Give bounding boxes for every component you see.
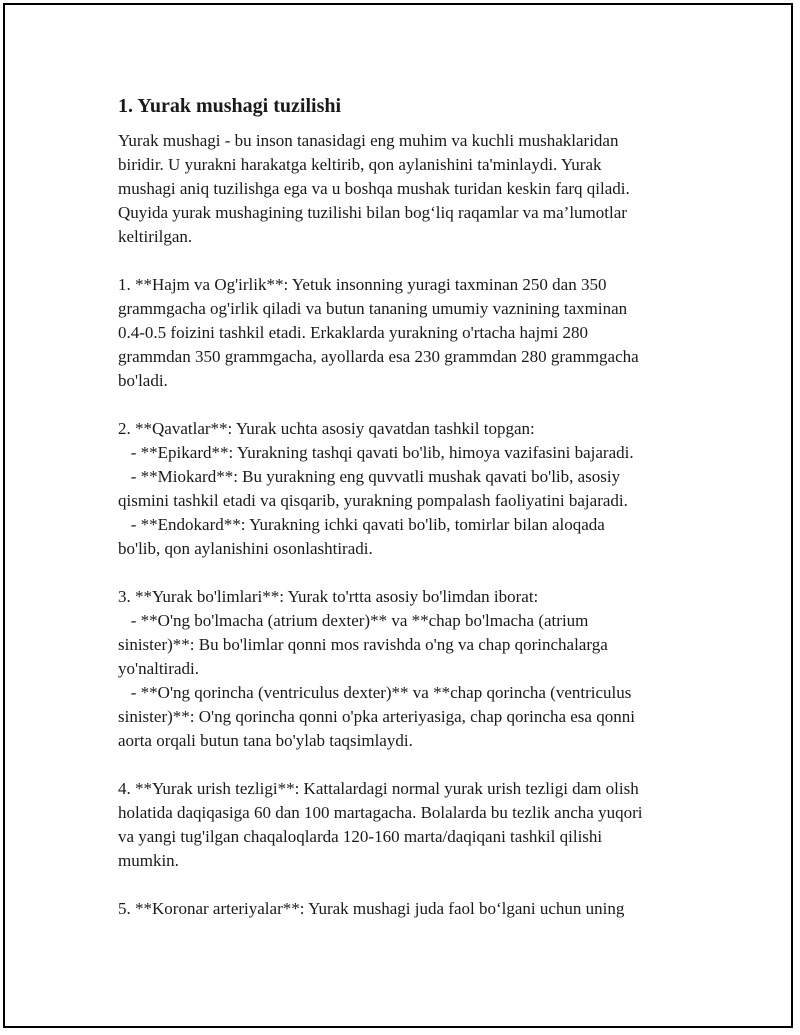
text-line: bo'ladi. bbox=[118, 371, 168, 390]
text-line: - **O'ng bo'lmacha (atrium dexter)** va **chap bo'lmacha (atrium bbox=[118, 611, 589, 630]
page-title: 1. Yurak mushagi tuzilishi bbox=[118, 95, 342, 117]
document-body bbox=[118, 93, 698, 921]
text-line: Yurak mushagi - bu inson tanasidagi eng muhim va kuchli mushaklaridan bbox=[118, 131, 619, 150]
intro-paragraph bbox=[118, 129, 698, 249]
text-line: keltirilgan. bbox=[118, 227, 193, 246]
text-line: 2. **Qavatlar**: Yurak uchta asosiy qavatdan tashkil topgan: bbox=[118, 419, 535, 438]
text-line: aorta orqali butun tana bo'ylab taqsimlaydi. bbox=[118, 731, 413, 750]
text-line: sinister)**: Bu bo'limlar qonni mos ravishda o'ng va chap qorinchalarga bbox=[118, 635, 608, 654]
text-line: 3. **Yurak bo'limlari**: Yurak to'rtta asosiy bo'limdan iborat: bbox=[118, 587, 539, 606]
text-line: 1. **Hajm va Og'irlik**: Yetuk insonning yuragi taxminan 250 dan 350 bbox=[118, 275, 607, 294]
section-heart-rate bbox=[118, 777, 698, 873]
text-line: - **Endokard**: Yurakning ichki qavati bo'lib, tomirlar bilan aloqada bbox=[118, 515, 605, 534]
text-line: va yangi tug'ilgan chaqaloqlarda 120-160 marta/daqiqani tashkil qilishi bbox=[118, 827, 603, 846]
text-line: mumkin. bbox=[118, 851, 179, 870]
text-line: 5. **Koronar arteriyalar**: Yurak mushagi juda faol bo‘lgani uchun uning bbox=[118, 899, 625, 918]
section-weight bbox=[118, 273, 698, 393]
text-line: bo'lib, qon aylanishini osonlashtiradi. bbox=[118, 539, 373, 558]
text-line: 4. **Yurak urish tezligi**: Kattalardagi normal yurak urish tezligi dam olish bbox=[118, 779, 639, 798]
text-line: mushagi aniq tuzilishga ega va u boshqa mushak turidan keskin farq qiladi. bbox=[118, 179, 630, 198]
text-line: Quyida yurak mushagining tuzilishi bilan bog‘liq raqamlar va ma’lumotlar bbox=[118, 203, 627, 222]
text-line: - **Epikard**: Yurakning tashqi qavati bo'lib, himoya vazifasini bajaradi. bbox=[118, 443, 634, 462]
section-layers bbox=[118, 417, 698, 561]
text-line: - **O'ng qorincha (ventriculus dexter)** va **chap qorincha (ventriculus bbox=[118, 683, 632, 702]
section-coronary bbox=[118, 897, 698, 921]
text-line: biridir. U yurakni harakatga keltirib, qon aylanishini ta'minlaydi. Yurak bbox=[118, 155, 602, 174]
text-line: sinister)**: O'ng qorincha qonni o'pka arteriyasiga, chap qorincha esa qonni bbox=[118, 707, 635, 726]
text-line: 0.4-0.5 foizini tashkil etadi. Erkaklarda yurakning o'rtacha hajmi 280 bbox=[118, 323, 588, 342]
text-line: holatida daqiqasiga 60 dan 100 martagacha. Bolalarda bu tezlik ancha yuqori bbox=[118, 803, 643, 822]
text-line: - **Miokard**: Bu yurakning eng quvvatli mushak qavati bo'lib, asosiy bbox=[118, 467, 621, 486]
section-chambers bbox=[118, 585, 698, 753]
text-line: grammdan 350 grammgacha, ayollarda esa 230 grammdan 280 grammgacha bbox=[118, 347, 639, 366]
text-line: yo'naltiradi. bbox=[118, 659, 199, 678]
text-line: grammgacha og'irlik qiladi va butun tananing umumiy vaznining taxminan bbox=[118, 299, 628, 318]
text-line: qismini tashkil etadi va qisqarib, yurakning pompalash faoliyatini bajaradi. bbox=[118, 491, 628, 510]
